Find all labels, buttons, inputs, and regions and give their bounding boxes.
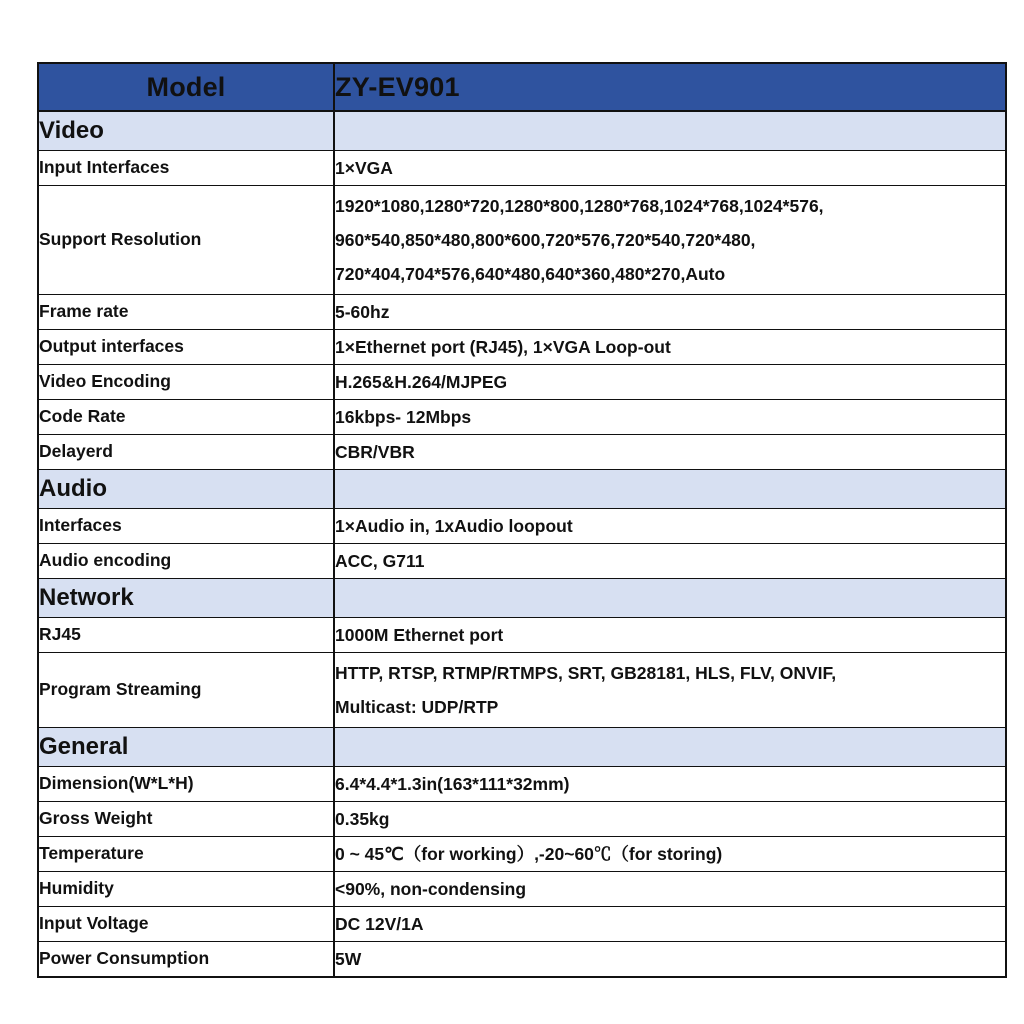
section-title-general: General	[38, 728, 334, 767]
spec-label: Output interfaces	[38, 330, 334, 365]
spec-label: Frame rate	[38, 295, 334, 330]
spec-label: Support Resolution	[38, 186, 334, 295]
spec-value	[334, 942, 1006, 978]
value-line: 1000M Ethernet port	[335, 625, 504, 645]
spec-value	[334, 618, 1006, 653]
value-line: 5-60hz	[335, 302, 390, 322]
spec-value	[334, 653, 1006, 728]
spec-label: Gross Weight	[38, 802, 334, 837]
value-line: 1×VGA	[335, 158, 393, 178]
spec-label: Power Consumption	[38, 942, 334, 978]
table-row	[38, 767, 1006, 802]
spec-value	[334, 767, 1006, 802]
spec-label: Delayerd	[38, 435, 334, 470]
section-blank-cell	[334, 111, 1006, 151]
value-line: Multicast: UDP/RTP	[335, 697, 499, 717]
spec-label: Audio encoding	[38, 544, 334, 579]
spec-value	[334, 907, 1006, 942]
table-row	[38, 837, 1006, 872]
spec-value	[334, 802, 1006, 837]
spec-label: Program Streaming	[38, 653, 334, 728]
value-line: 960*540,850*480,800*600,720*576,720*540,720*480,	[335, 230, 756, 250]
table-title-row	[38, 63, 1006, 111]
table-body	[38, 63, 1006, 977]
spec-label: Humidity	[38, 872, 334, 907]
specification-table	[37, 62, 1007, 978]
spec-value	[334, 295, 1006, 330]
value-line: <90%, non-condensing	[335, 879, 527, 899]
spec-value	[334, 872, 1006, 907]
table-row	[38, 295, 1006, 330]
value-line: 0 ~ 45℃（for working）,-20~60℃（for storing)	[335, 844, 723, 864]
value-line: ACC, G711	[335, 551, 425, 571]
section-header-row	[38, 470, 1006, 509]
spec-label: Interfaces	[38, 509, 334, 544]
table-row	[38, 907, 1006, 942]
table-row	[38, 802, 1006, 837]
section-blank-cell	[334, 728, 1006, 767]
section-header-row	[38, 111, 1006, 151]
table-row	[38, 435, 1006, 470]
table-row	[38, 365, 1006, 400]
spec-value	[334, 400, 1006, 435]
value-line: 5W	[335, 949, 362, 969]
spec-value	[334, 509, 1006, 544]
section-title-video: Video	[38, 111, 334, 151]
value-line: DC 12V/1A	[335, 914, 424, 934]
table-row	[38, 509, 1006, 544]
spec-value	[334, 544, 1006, 579]
spec-label: RJ45	[38, 618, 334, 653]
value-line: CBR/VBR	[335, 442, 415, 462]
spec-label: Input Interfaces	[38, 151, 334, 186]
spec-value	[334, 151, 1006, 186]
model-label: Model	[38, 63, 334, 111]
section-blank-cell	[334, 470, 1006, 509]
spec-label: Input Voltage	[38, 907, 334, 942]
value-line: HTTP, RTSP, RTMP/RTMPS, SRT, GB28181, HLS, FLV, ONVIF,	[335, 663, 837, 683]
section-title-audio: Audio	[38, 470, 334, 509]
value-line: 1×Ethernet port (RJ45), 1×VGA Loop-out	[335, 337, 671, 357]
value-line: 720*404,704*576,640*480,640*360,480*270,Auto	[335, 264, 726, 284]
spec-label: Video Encoding	[38, 365, 334, 400]
spec-value	[334, 837, 1006, 872]
table-row	[38, 872, 1006, 907]
table-row	[38, 653, 1006, 728]
value-line: 6.4*4.4*1.3in(163*111*32mm)	[335, 774, 570, 794]
table-row	[38, 330, 1006, 365]
spec-value	[334, 435, 1006, 470]
spec-value	[334, 186, 1006, 295]
section-blank-cell	[334, 579, 1006, 618]
section-header-row	[38, 579, 1006, 618]
value-line: 1920*1080,1280*720,1280*800,1280*768,1024*768,1024*576,	[335, 196, 824, 216]
value-line: H.265&H.264/MJPEG	[335, 372, 508, 392]
value-line: 1×Audio in, 1xAudio loopout	[335, 516, 573, 536]
table-row	[38, 544, 1006, 579]
section-header-row	[38, 728, 1006, 767]
spec-label: Code Rate	[38, 400, 334, 435]
spec-value	[334, 330, 1006, 365]
specification-sheet	[37, 62, 1005, 978]
table-row	[38, 151, 1006, 186]
spec-label: Temperature	[38, 837, 334, 872]
spec-value	[334, 365, 1006, 400]
table-row	[38, 186, 1006, 295]
table-row	[38, 942, 1006, 978]
table-row	[38, 400, 1006, 435]
table-row	[38, 618, 1006, 653]
model-value: ZY-EV901	[334, 63, 1006, 111]
spec-label: Dimension(W*L*H)	[38, 767, 334, 802]
value-line: 0.35kg	[335, 809, 390, 829]
value-line: 16kbps- 12Mbps	[335, 407, 472, 427]
section-title-network: Network	[38, 579, 334, 618]
